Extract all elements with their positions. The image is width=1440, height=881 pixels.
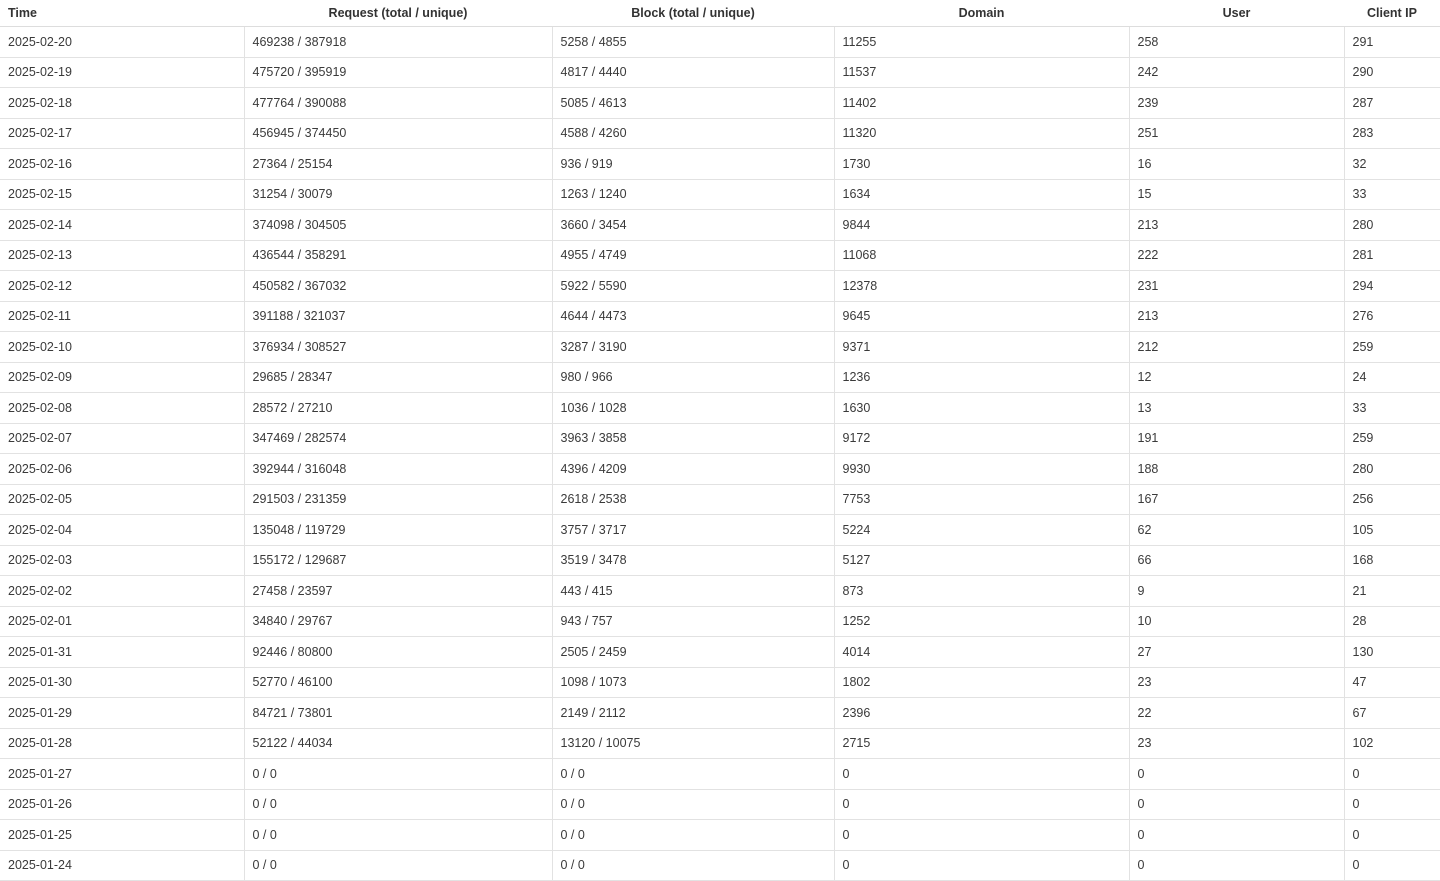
cell-user: 9 xyxy=(1129,576,1344,607)
cell-time: 2025-02-03 xyxy=(0,545,244,576)
cell-domain: 1802 xyxy=(834,667,1129,698)
cell-block: 2618 / 2538 xyxy=(552,484,834,515)
cell-time: 2025-02-04 xyxy=(0,515,244,546)
cell-client-ip: 21 xyxy=(1344,576,1440,607)
cell-domain: 0 xyxy=(834,850,1129,881)
cell-domain: 2396 xyxy=(834,698,1129,729)
cell-time: 2025-02-19 xyxy=(0,57,244,88)
cell-user: 213 xyxy=(1129,301,1344,332)
cell-time: 2025-02-18 xyxy=(0,88,244,119)
cell-block: 4817 / 4440 xyxy=(552,57,834,88)
cell-user: 23 xyxy=(1129,667,1344,698)
cell-client-ip: 287 xyxy=(1344,88,1440,119)
cell-request: 0 / 0 xyxy=(244,820,552,851)
cell-request: 52122 / 44034 xyxy=(244,728,552,759)
cell-user: 13 xyxy=(1129,393,1344,424)
cell-domain: 873 xyxy=(834,576,1129,607)
cell-user: 231 xyxy=(1129,271,1344,302)
cell-client-ip: 0 xyxy=(1344,789,1440,820)
cell-user: 27 xyxy=(1129,637,1344,668)
cell-request: 376934 / 308527 xyxy=(244,332,552,363)
column-header-client-ip[interactable]: Client IP xyxy=(1344,0,1440,27)
cell-user: 15 xyxy=(1129,179,1344,210)
cell-block: 2505 / 2459 xyxy=(552,637,834,668)
cell-time: 2025-02-15 xyxy=(0,179,244,210)
cell-block: 5258 / 4855 xyxy=(552,27,834,58)
table-row[interactable] xyxy=(0,393,1440,424)
cell-time: 2025-02-01 xyxy=(0,606,244,637)
cell-block: 4644 / 4473 xyxy=(552,301,834,332)
cell-user: 0 xyxy=(1129,759,1344,790)
cell-block: 3660 / 3454 xyxy=(552,210,834,241)
cell-request: 135048 / 119729 xyxy=(244,515,552,546)
cell-client-ip: 294 xyxy=(1344,271,1440,302)
cell-domain: 9844 xyxy=(834,210,1129,241)
cell-client-ip: 281 xyxy=(1344,240,1440,271)
cell-time: 2025-02-07 xyxy=(0,423,244,454)
cell-request: 28572 / 27210 xyxy=(244,393,552,424)
cell-user: 258 xyxy=(1129,27,1344,58)
cell-time: 2025-01-29 xyxy=(0,698,244,729)
cell-domain: 1236 xyxy=(834,362,1129,393)
cell-client-ip: 0 xyxy=(1344,850,1440,881)
cell-block: 3757 / 3717 xyxy=(552,515,834,546)
table-row[interactable] xyxy=(0,545,1440,576)
cell-user: 212 xyxy=(1129,332,1344,363)
cell-user: 66 xyxy=(1129,545,1344,576)
cell-request: 436544 / 358291 xyxy=(244,240,552,271)
cell-block: 980 / 966 xyxy=(552,362,834,393)
cell-client-ip: 47 xyxy=(1344,667,1440,698)
cell-time: 2025-02-05 xyxy=(0,484,244,515)
cell-client-ip: 259 xyxy=(1344,423,1440,454)
cell-time: 2025-01-30 xyxy=(0,667,244,698)
table-row[interactable] xyxy=(0,271,1440,302)
cell-client-ip: 290 xyxy=(1344,57,1440,88)
cell-request: 155172 / 129687 xyxy=(244,545,552,576)
table-row[interactable] xyxy=(0,57,1440,88)
cell-request: 0 / 0 xyxy=(244,759,552,790)
cell-block: 4396 / 4209 xyxy=(552,454,834,485)
table-row[interactable] xyxy=(0,850,1440,881)
table-row[interactable] xyxy=(0,606,1440,637)
cell-domain: 1730 xyxy=(834,149,1129,180)
cell-request: 450582 / 367032 xyxy=(244,271,552,302)
cell-time: 2025-02-10 xyxy=(0,332,244,363)
column-header-request[interactable]: Request (total / unique) xyxy=(244,0,552,27)
cell-user: 0 xyxy=(1129,820,1344,851)
column-header-user[interactable]: User xyxy=(1129,0,1344,27)
table-row[interactable] xyxy=(0,728,1440,759)
cell-client-ip: 283 xyxy=(1344,118,1440,149)
table-row[interactable] xyxy=(0,149,1440,180)
cell-time: 2025-01-25 xyxy=(0,820,244,851)
cell-block: 1036 / 1028 xyxy=(552,393,834,424)
cell-request: 475720 / 395919 xyxy=(244,57,552,88)
cell-user: 167 xyxy=(1129,484,1344,515)
table-header-row xyxy=(0,0,1440,27)
cell-domain: 12378 xyxy=(834,271,1129,302)
cell-client-ip: 168 xyxy=(1344,545,1440,576)
cell-user: 242 xyxy=(1129,57,1344,88)
cell-request: 469238 / 387918 xyxy=(244,27,552,58)
table-row[interactable] xyxy=(0,759,1440,790)
cell-client-ip: 67 xyxy=(1344,698,1440,729)
cell-request: 374098 / 304505 xyxy=(244,210,552,241)
cell-domain: 1630 xyxy=(834,393,1129,424)
cell-client-ip: 280 xyxy=(1344,454,1440,485)
cell-domain: 9645 xyxy=(834,301,1129,332)
cell-time: 2025-01-26 xyxy=(0,789,244,820)
cell-block: 0 / 0 xyxy=(552,759,834,790)
cell-client-ip: 256 xyxy=(1344,484,1440,515)
cell-time: 2025-01-27 xyxy=(0,759,244,790)
table-row[interactable] xyxy=(0,88,1440,119)
cell-block: 3287 / 3190 xyxy=(552,332,834,363)
table-row[interactable] xyxy=(0,789,1440,820)
table-row[interactable] xyxy=(0,210,1440,241)
cell-user: 239 xyxy=(1129,88,1344,119)
cell-block: 1098 / 1073 xyxy=(552,667,834,698)
cell-client-ip: 102 xyxy=(1344,728,1440,759)
cell-domain: 1252 xyxy=(834,606,1129,637)
cell-time: 2025-02-11 xyxy=(0,301,244,332)
cell-time: 2025-02-06 xyxy=(0,454,244,485)
table-row[interactable] xyxy=(0,118,1440,149)
cell-request: 52770 / 46100 xyxy=(244,667,552,698)
cell-domain: 2715 xyxy=(834,728,1129,759)
cell-block: 3963 / 3858 xyxy=(552,423,834,454)
cell-block: 5922 / 5590 xyxy=(552,271,834,302)
cell-time: 2025-02-13 xyxy=(0,240,244,271)
cell-block: 3519 / 3478 xyxy=(552,545,834,576)
cell-time: 2025-02-12 xyxy=(0,271,244,302)
table-row[interactable] xyxy=(0,637,1440,668)
cell-client-ip: 33 xyxy=(1344,179,1440,210)
cell-request: 27364 / 25154 xyxy=(244,149,552,180)
table-body xyxy=(0,27,1440,881)
cell-request: 27458 / 23597 xyxy=(244,576,552,607)
cell-domain: 1634 xyxy=(834,179,1129,210)
cell-block: 13120 / 10075 xyxy=(552,728,834,759)
cell-block: 943 / 757 xyxy=(552,606,834,637)
table-row[interactable] xyxy=(0,27,1440,58)
cell-request: 0 / 0 xyxy=(244,789,552,820)
table-row[interactable] xyxy=(0,301,1440,332)
cell-domain: 9930 xyxy=(834,454,1129,485)
cell-client-ip: 24 xyxy=(1344,362,1440,393)
cell-user: 16 xyxy=(1129,149,1344,180)
cell-domain: 0 xyxy=(834,759,1129,790)
cell-client-ip: 276 xyxy=(1344,301,1440,332)
cell-client-ip: 32 xyxy=(1344,149,1440,180)
cell-block: 5085 / 4613 xyxy=(552,88,834,119)
cell-time: 2025-02-20 xyxy=(0,27,244,58)
column-header-time[interactable]: Time xyxy=(0,0,244,27)
cell-time: 2025-02-14 xyxy=(0,210,244,241)
cell-user: 23 xyxy=(1129,728,1344,759)
table-header xyxy=(0,0,1440,27)
cell-time: 2025-02-17 xyxy=(0,118,244,149)
cell-request: 84721 / 73801 xyxy=(244,698,552,729)
table-row[interactable] xyxy=(0,484,1440,515)
cell-request: 456945 / 374450 xyxy=(244,118,552,149)
cell-request: 477764 / 390088 xyxy=(244,88,552,119)
table-row[interactable] xyxy=(0,515,1440,546)
cell-domain: 11068 xyxy=(834,240,1129,271)
cell-user: 0 xyxy=(1129,789,1344,820)
cell-request: 29685 / 28347 xyxy=(244,362,552,393)
cell-time: 2025-01-31 xyxy=(0,637,244,668)
cell-user: 222 xyxy=(1129,240,1344,271)
cell-domain: 11320 xyxy=(834,118,1129,149)
cell-client-ip: 0 xyxy=(1344,759,1440,790)
cell-domain: 7753 xyxy=(834,484,1129,515)
cell-request: 31254 / 30079 xyxy=(244,179,552,210)
cell-client-ip: 291 xyxy=(1344,27,1440,58)
cell-request: 391188 / 321037 xyxy=(244,301,552,332)
cell-domain: 11402 xyxy=(834,88,1129,119)
cell-client-ip: 259 xyxy=(1344,332,1440,363)
cell-domain: 9172 xyxy=(834,423,1129,454)
cell-request: 0 / 0 xyxy=(244,850,552,881)
cell-block: 0 / 0 xyxy=(552,820,834,851)
table-row[interactable] xyxy=(0,698,1440,729)
table-row[interactable] xyxy=(0,240,1440,271)
cell-time: 2025-02-16 xyxy=(0,149,244,180)
cell-request: 34840 / 29767 xyxy=(244,606,552,637)
cell-block: 936 / 919 xyxy=(552,149,834,180)
cell-user: 251 xyxy=(1129,118,1344,149)
cell-domain: 0 xyxy=(834,789,1129,820)
cell-block: 2149 / 2112 xyxy=(552,698,834,729)
cell-user: 10 xyxy=(1129,606,1344,637)
column-header-domain[interactable]: Domain xyxy=(834,0,1129,27)
table-row[interactable] xyxy=(0,454,1440,485)
cell-domain: 4014 xyxy=(834,637,1129,668)
cell-user: 188 xyxy=(1129,454,1344,485)
table-row[interactable] xyxy=(0,362,1440,393)
cell-domain: 11255 xyxy=(834,27,1129,58)
cell-domain: 9371 xyxy=(834,332,1129,363)
cell-time: 2025-01-24 xyxy=(0,850,244,881)
cell-time: 2025-01-28 xyxy=(0,728,244,759)
cell-client-ip: 0 xyxy=(1344,820,1440,851)
cell-time: 2025-02-02 xyxy=(0,576,244,607)
cell-block: 1263 / 1240 xyxy=(552,179,834,210)
cell-request: 347469 / 282574 xyxy=(244,423,552,454)
cell-client-ip: 33 xyxy=(1344,393,1440,424)
table-row[interactable] xyxy=(0,179,1440,210)
cell-request: 291503 / 231359 xyxy=(244,484,552,515)
table-row[interactable] xyxy=(0,332,1440,363)
cell-client-ip: 105 xyxy=(1344,515,1440,546)
table-row[interactable] xyxy=(0,576,1440,607)
cell-domain: 0 xyxy=(834,820,1129,851)
cell-user: 12 xyxy=(1129,362,1344,393)
cell-block: 0 / 0 xyxy=(552,850,834,881)
cell-user: 191 xyxy=(1129,423,1344,454)
cell-user: 22 xyxy=(1129,698,1344,729)
cell-request: 392944 / 316048 xyxy=(244,454,552,485)
cell-block: 0 / 0 xyxy=(552,789,834,820)
cell-block: 4588 / 4260 xyxy=(552,118,834,149)
cell-client-ip: 28 xyxy=(1344,606,1440,637)
cell-domain: 5127 xyxy=(834,545,1129,576)
cell-client-ip: 130 xyxy=(1344,637,1440,668)
table-row[interactable] xyxy=(0,667,1440,698)
cell-user: 62 xyxy=(1129,515,1344,546)
cell-request: 92446 / 80800 xyxy=(244,637,552,668)
column-header-block[interactable]: Block (total / unique) xyxy=(552,0,834,27)
cell-domain: 11537 xyxy=(834,57,1129,88)
cell-client-ip: 280 xyxy=(1344,210,1440,241)
cell-time: 2025-02-08 xyxy=(0,393,244,424)
table-row[interactable] xyxy=(0,820,1440,851)
cell-block: 4955 / 4749 xyxy=(552,240,834,271)
cell-block: 443 / 415 xyxy=(552,576,834,607)
table-row[interactable] xyxy=(0,423,1440,454)
cell-time: 2025-02-09 xyxy=(0,362,244,393)
cell-user: 213 xyxy=(1129,210,1344,241)
cell-user: 0 xyxy=(1129,850,1344,881)
cell-domain: 5224 xyxy=(834,515,1129,546)
